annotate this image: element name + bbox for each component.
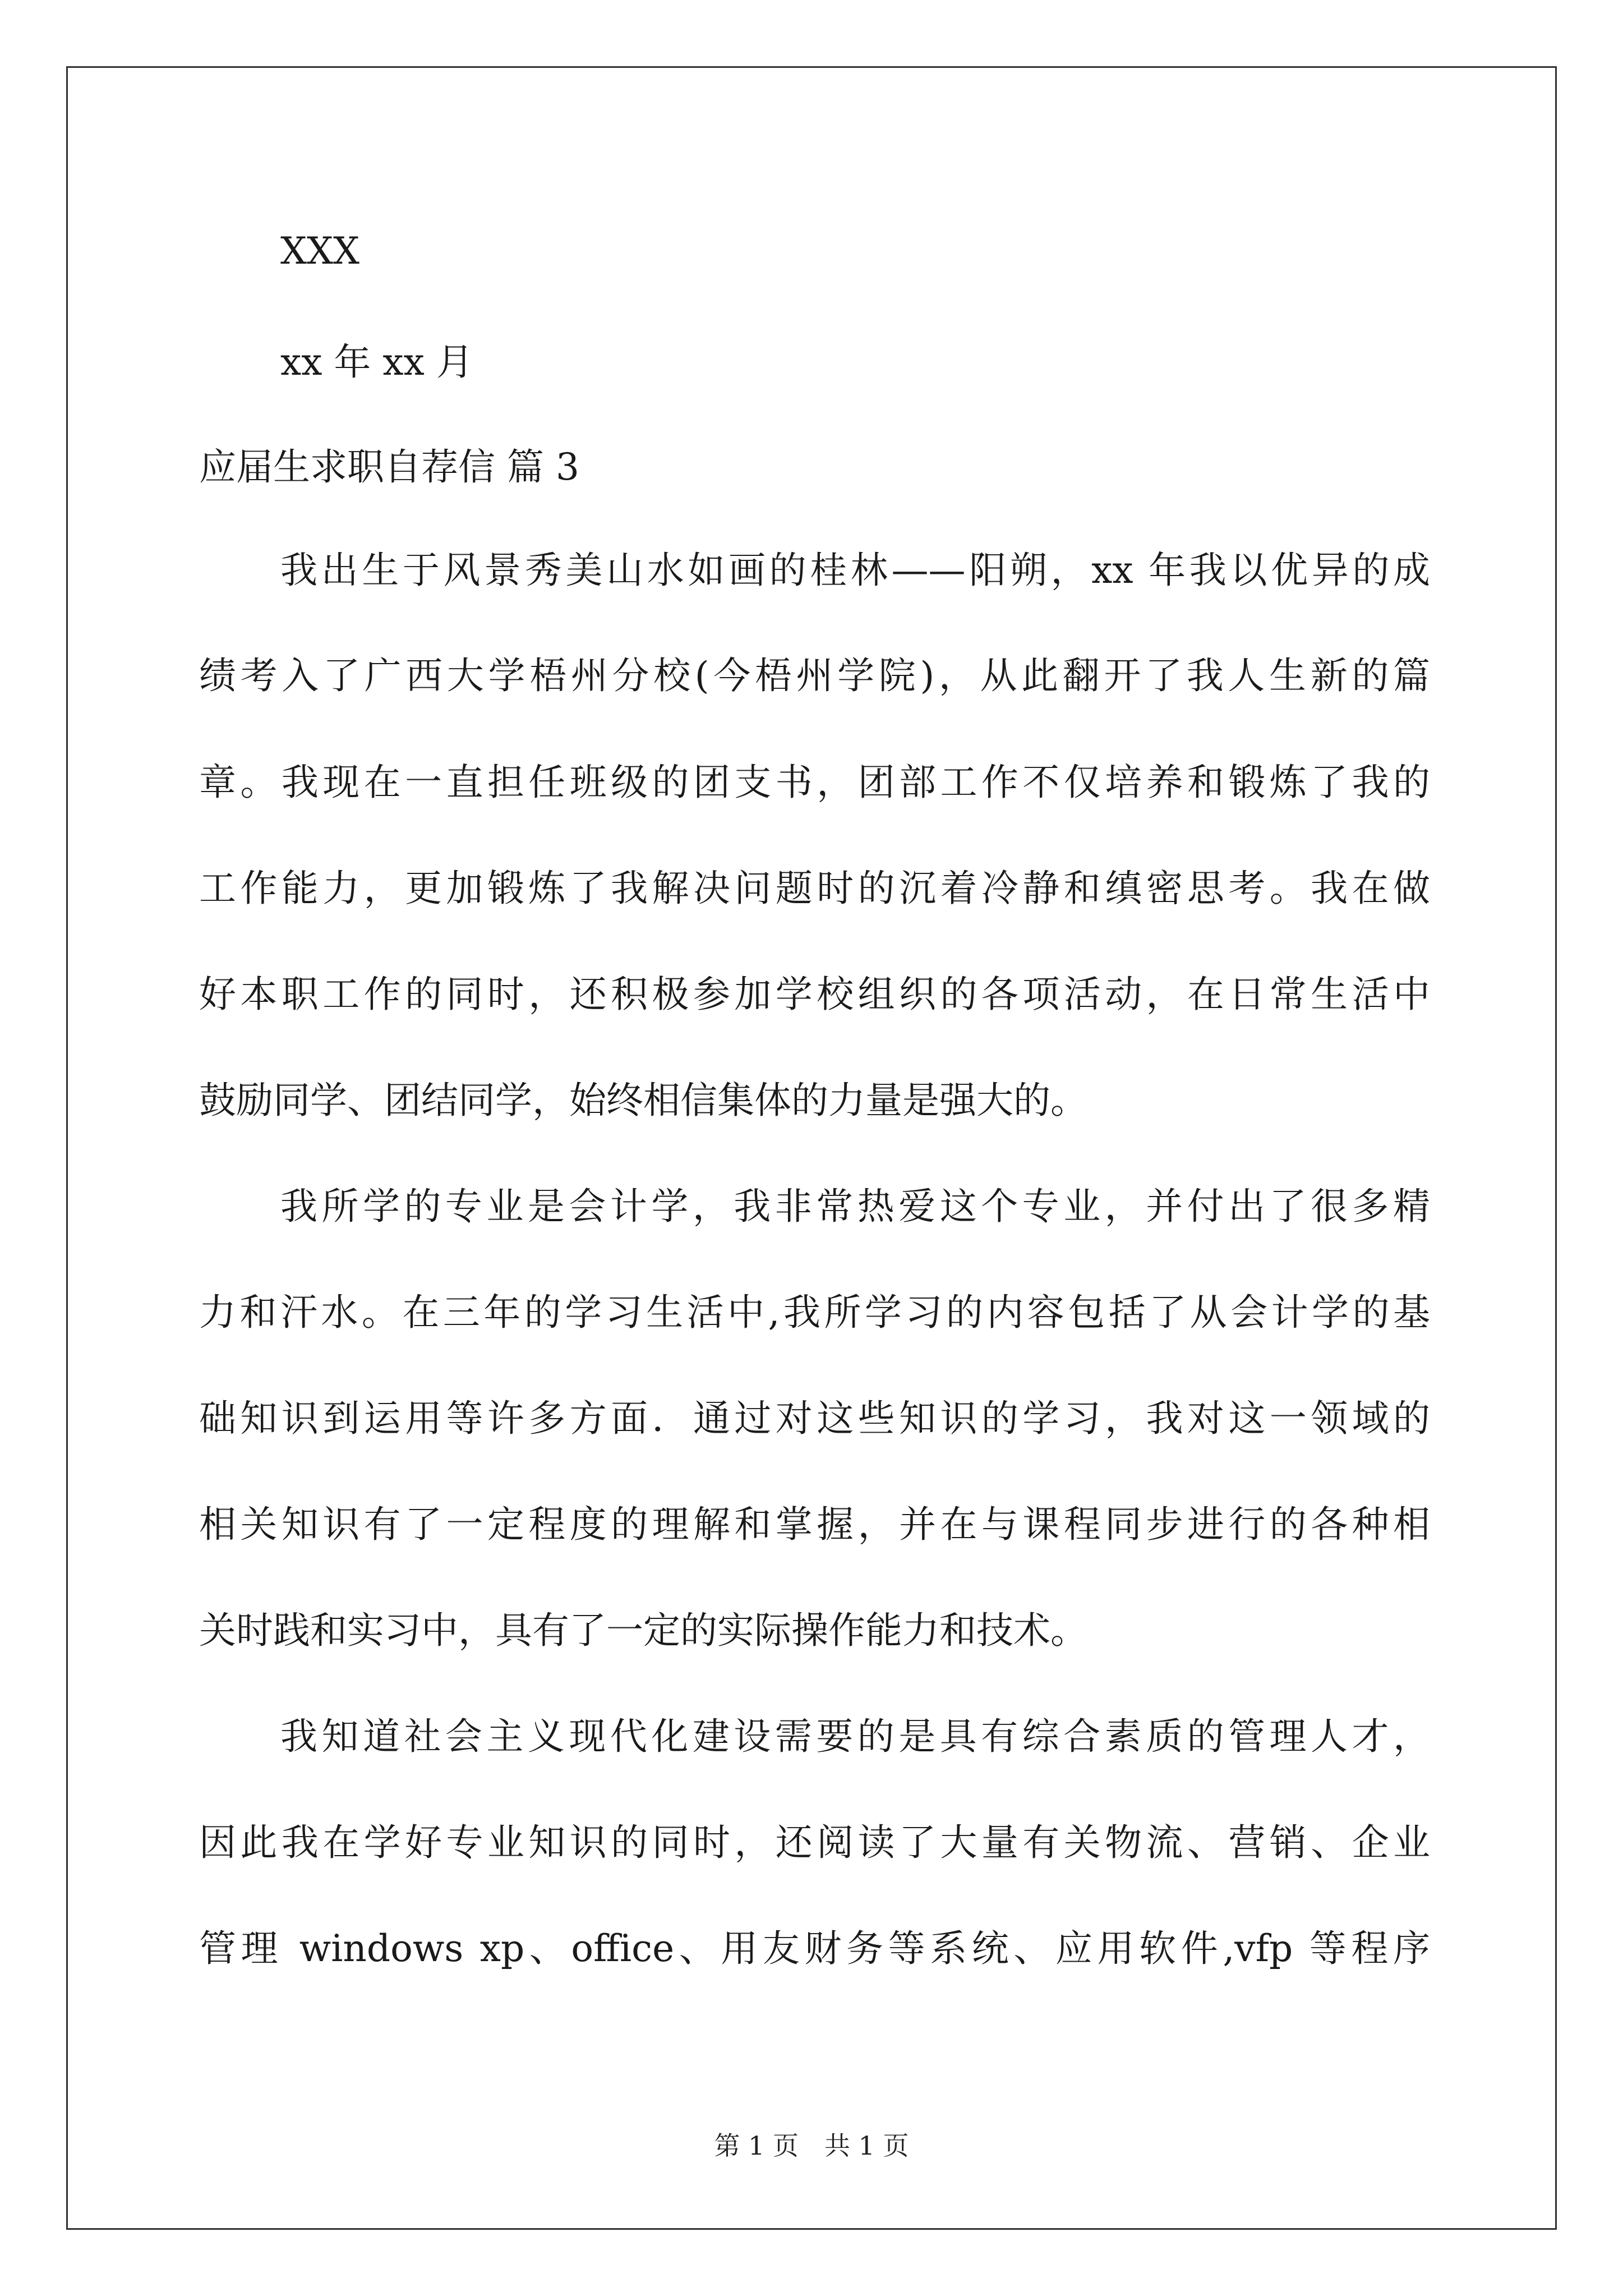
- paragraph-2-line-1: 我所学的专业是会计学，我非常热爱这个专业，并付出了很多精: [280, 1185, 1430, 1228]
- paragraph-1-line-3: 章。我现在一直担任班级的团支书，团部工作不仅培养和锻炼了我的: [199, 761, 1430, 804]
- paragraph-3-line-1: 我知道社会主义现代化建设需要的是具有综合素质的管理人才，: [280, 1715, 1430, 1758]
- paragraph-2-line-3: 础知识到运用等许多方面．通过对这些知识的学习，我对这一领域的: [199, 1397, 1430, 1440]
- paragraph-1-line-4: 工作能力，更加锻炼了我解决问题时的沉着冷静和缜密思考。我在做: [199, 867, 1430, 910]
- paragraph-2-line-2: 力和汗水。在三年的学习生活中,我所学习的内容包括了从会计学的基: [199, 1291, 1430, 1334]
- section-title: 应届生求职自荐信 篇 3: [199, 445, 579, 489]
- paragraph-3-line-2: 因此我在学好专业知识的同时，还阅读了大量有关物流、营销、企业: [199, 1821, 1430, 1864]
- page-indicator: 第 1 页 共 1 页: [714, 2131, 909, 2161]
- paragraph-1-line-2: 绩考入了广西大学梧州分校(今梧州学院)，从此翻开了我人生新的篇: [199, 654, 1430, 697]
- page-frame: [66, 66, 1557, 2230]
- signature-date: xx 年 xx 月: [280, 341, 473, 384]
- paragraph-2-line-4: 相关知识有了一定程度的理解和掌握，并在与课程同步进行的各种相: [199, 1503, 1430, 1546]
- paragraph-1-line-6: 鼓励同学、团结同学，始终相信集体的力量是强大的。: [199, 1079, 1087, 1122]
- paragraph-3-line-3: 管理 windows xp、office、用友财务等系统、应用软件,vfp 等程序: [199, 1927, 1430, 1970]
- paragraph-2-line-5: 关时践和实习中，具有了一定的实际操作能力和技术。: [199, 1609, 1087, 1652]
- paragraph-1-line-1: 我出生于风景秀美山水如画的桂林——阳朔，xx 年我以优异的成: [280, 549, 1430, 592]
- paragraph-1-line-5: 好本职工作的同时，还积极参加学校组织的各项活动，在日常生活中: [199, 973, 1430, 1016]
- signature-name: XXX: [280, 229, 359, 273]
